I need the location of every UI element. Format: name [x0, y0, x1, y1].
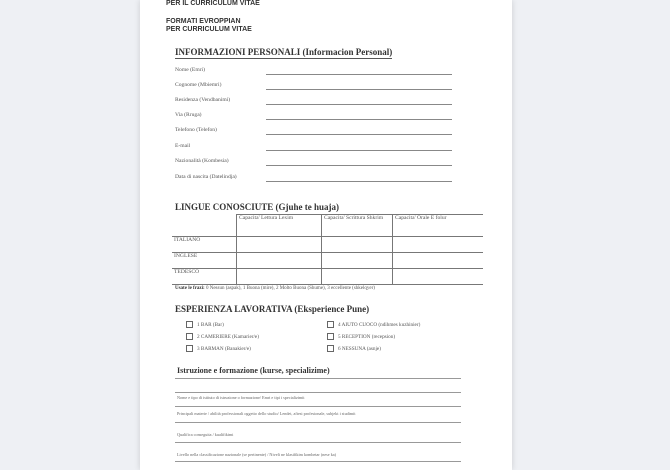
field-label-surname: Cognome (Mbiemri)	[175, 82, 222, 88]
field-line-email[interactable]	[266, 150, 452, 151]
field-label-name: Nome (Emri)	[175, 67, 205, 73]
personal-info-title: INFORMAZIONI PERSONALI (Informacion Personal)	[175, 47, 393, 57]
education-label-subjects: Principali materie / abilità professionali oggetto dello studio/ Lendet, aftesi profesionale, subjekt i studimit	[177, 411, 356, 416]
table-cell[interactable]	[393, 269, 484, 285]
experience-option-barman[interactable]: 3 BARMAN (Banakier/e)	[186, 345, 251, 352]
languages-title: LINGUE CONOSCIUTE (Gjuhe te huaja)	[175, 202, 340, 212]
table-cell[interactable]	[237, 269, 322, 285]
header-line-3: PER CURRICULUM VITAE	[166, 26, 252, 33]
field-line-nationality[interactable]	[266, 165, 452, 166]
table-cell[interactable]	[322, 269, 393, 285]
table-row	[172, 269, 483, 285]
checkbox[interactable]	[186, 321, 193, 328]
column-header-reading: Capacita' Lettura Lexim	[237, 215, 322, 237]
education-label-institute: Nome e tipo di istituto di istruzione o formazione/ Emri e tipi i specializimit	[177, 395, 305, 400]
cv-form-page	[140, 0, 512, 470]
field-label-birthdate: Data di nascita (Datelindja)	[175, 174, 237, 180]
language-scale-note	[175, 286, 495, 291]
field-line-street[interactable]	[266, 119, 452, 120]
field-line-residence[interactable]	[266, 104, 452, 105]
education-line[interactable]	[175, 461, 461, 462]
field-line-name[interactable]	[266, 74, 452, 75]
education-line[interactable]	[175, 392, 461, 393]
experience-option-bar[interactable]: 1 BAR (Bar)	[186, 321, 224, 328]
header-line-1: PER IL CURRICULUM VITAE	[166, 0, 260, 7]
experience-option-none[interactable]: 6 NESSUNA (asnje)	[327, 345, 381, 352]
field-line-birthdate[interactable]	[266, 181, 452, 182]
experience-option-waiter[interactable]: 2 CAMERIERE (Kamarier/e)	[186, 333, 259, 340]
field-label-residence: Residenza (Vendbanimi)	[175, 97, 231, 103]
field-label-email: E-mail	[175, 143, 191, 149]
field-line-phone[interactable]	[266, 134, 452, 135]
table-cell[interactable]	[322, 253, 393, 269]
language-name: ITALIANO	[172, 237, 237, 253]
table-cell[interactable]	[237, 253, 322, 269]
experience-option-cook-assistant[interactable]: 4 AIUTO CUOCO (ndihmes kuzhinier)	[327, 321, 420, 328]
education-line	[175, 378, 461, 379]
column-header-oral: Capacita' Orale E folur	[393, 215, 484, 237]
checkbox[interactable]	[327, 321, 334, 328]
note-label: Usate le frazi:	[175, 286, 205, 291]
experience-title: ESPERIENZA LAVORATIVA (Eksperience Pune)	[175, 304, 370, 314]
column-header-writing: Capacita' Scrittura Shkrim	[322, 215, 393, 237]
education-title: Istruzione e formazione (kurse, specializime)	[177, 366, 330, 375]
field-line-surname[interactable]	[266, 89, 452, 90]
education-line[interactable]	[175, 442, 461, 443]
education-label-level: Livello nella classificazione nazionale (se pertinente) / Niveli ne klasifikim kombetar (nese ka)	[177, 452, 337, 457]
table-row	[172, 253, 483, 269]
field-label-street: Via (Rruga)	[175, 112, 202, 118]
field-label-nationality: Nazionalità (Kombesia)	[175, 158, 229, 164]
table-row	[172, 237, 483, 253]
language-name: TEDESCO	[172, 269, 237, 285]
table-cell[interactable]	[393, 237, 484, 253]
languages-table	[172, 214, 483, 285]
checkbox[interactable]	[186, 345, 193, 352]
experience-option-reception[interactable]: 5 RECEPTION (recepsion)	[327, 333, 395, 340]
note-text: 0 Nessun (aspak), 1 Buona (mire), 2 Molto Buona (Shume), 3 eccellente (shkelqyer)	[205, 286, 375, 291]
checkbox[interactable]	[327, 333, 334, 340]
field-label-phone: Telefono (Telefon)	[175, 127, 217, 133]
education-line[interactable]	[175, 406, 461, 407]
education-line[interactable]	[175, 422, 461, 423]
header-line-2: FORMATI EVROPPIAN	[166, 18, 241, 25]
checkbox[interactable]	[186, 333, 193, 340]
education-label-qualification: Qualifica conseguita / kualifikimi	[177, 432, 234, 437]
checkbox[interactable]	[327, 345, 334, 352]
language-name: INGLESE	[172, 253, 237, 269]
table-cell[interactable]	[393, 253, 484, 269]
table-cell[interactable]	[322, 237, 393, 253]
table-cell[interactable]	[237, 237, 322, 253]
